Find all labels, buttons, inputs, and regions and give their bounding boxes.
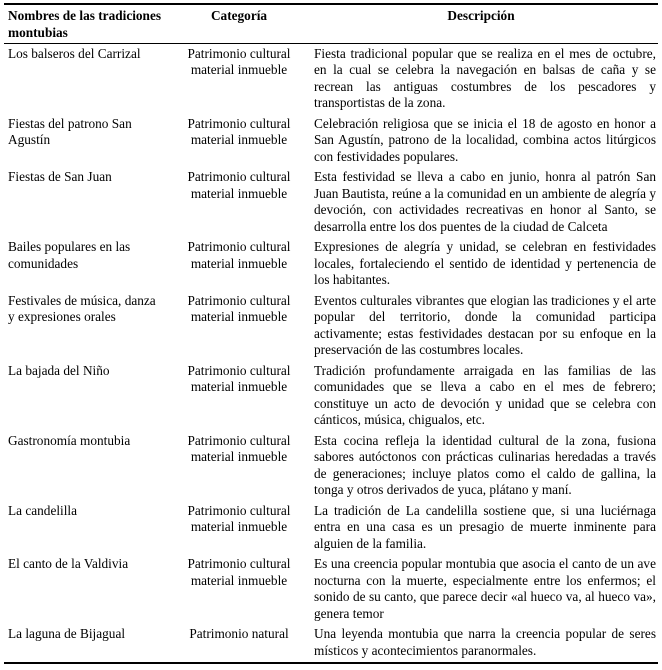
description-cell: Celebración religiosa que se inicia el 18 de agosto en honor a San Agustín, patrono de la localidad, combina actos litúrgicos con festividades populares.	[314, 115, 656, 164]
tradition-name-cell: La bajada del Niño	[8, 362, 110, 378]
description-cell: Expresiones de alegría y unidad, se celebran en festividades locales, fortaleciendo el sentido de identidad y pertenencia de los habitantes.	[314, 239, 656, 287]
description-cell: La tradición de La candelilla sostiene que, si una luciérnaga entra en una casa es un presagio de muerte inminente para alguien de la familia.	[314, 502, 656, 551]
description-cell: Es una creencia popular montubia que asocia el canto de un ave nocturna con la muerte, especialmente entre los enfermos; el sonido de su canto, que parece decir «al hueco va, al hueco va», genera temor	[314, 556, 656, 621]
category-cell: Patrimonio cultural material inmueble	[187, 45, 291, 77]
tradition-name-cell: Festivales de música, danza y expresiones orales	[8, 292, 156, 324]
traditions-table	[4, 3, 658, 664]
column-header-descripcion: Descripción	[304, 4, 658, 44]
column-header-categoria: Categoría	[174, 4, 304, 44]
tradition-name-cell: Gastronomía montubia	[8, 432, 131, 448]
category-cell: Patrimonio cultural material inmueble	[187, 362, 291, 394]
category-cell: Patrimonio cultural material inmueble	[187, 556, 291, 588]
tradition-name-cell: La candelilla	[8, 502, 78, 518]
category-cell: Patrimonio cultural material inmueble	[187, 432, 291, 464]
description-cell: Esta cocina refleja la identidad cultural de la zona, fusiona sabores autóctonos con prácticas culinarias heredadas a través de generaciones; incluye platos como el caldo de gallina, la tonga y otros derivados de yuca, plátano y maní.	[314, 432, 656, 497]
description-cell: Fiesta tradicional popular que se realiza en el mes de octubre, en la cual se celebra la navegación en balsas de caña y se recrean las antiguas costumbres de los pescadores y transportistas de la zona.	[314, 45, 656, 110]
category-cell: Patrimonio cultural material inmueble	[187, 169, 291, 201]
header-row	[4, 4, 658, 44]
column-header-nombres: Nombres de las tradiciones montubias	[4, 4, 174, 44]
description-cell: Tradición profundamente arraigada en las familias de las comunidades que se lleva a cabo en el mes de febrero; constituye un acto de devoción y unidad que se celebra con cánticos, música, chigualos, etc.	[314, 362, 656, 427]
table-row	[4, 625, 658, 663]
table-row	[4, 238, 658, 292]
tradition-name-cell: La laguna de Bijagual	[8, 626, 126, 641]
category-cell: Patrimonio cultural material inmueble	[187, 115, 291, 147]
tradition-name-cell: El canto de la Valdivia	[8, 556, 129, 571]
table-header	[4, 4, 658, 44]
tradition-name-cell: Fiestas de San Juan	[8, 169, 112, 184]
table-row	[4, 291, 658, 361]
table-row	[4, 44, 658, 115]
description-cell: Esta festividad se lleva a cabo en junio, honra al patrón San Juan Bautista, reúne a la comunidad en un ambiente de alegría y devoción, con actividades recreativas en honor al Santo, se desarrolla entre los dos puentes de la ciudad de Calceta	[314, 169, 656, 234]
category-cell: Patrimonio natural	[189, 626, 289, 641]
category-cell: Patrimonio cultural material inmueble	[187, 239, 291, 271]
tradition-name-cell: Los balseros del Carrizal	[8, 45, 141, 61]
table-row	[4, 555, 658, 625]
tradition-name-cell: Fiestas del patrono San Agustín	[8, 115, 132, 147]
table-row	[4, 361, 658, 431]
tradition-name-cell: Bailes populares en las comunidades	[8, 239, 131, 271]
table-row	[4, 501, 658, 555]
category-cell: Patrimonio cultural material inmueble	[187, 502, 291, 534]
description-cell: Eventos culturales vibrantes que elogian las tradiciones y el arte popular del territorio, donde la comunidad participa activamente; estas festividades destacan por su enfoque en la preservación de las costumbres locales.	[314, 292, 656, 357]
table-row	[4, 168, 658, 238]
description-cell: Una leyenda montubia que narra la creencia popular de seres místicos y acontecimientos paranormales.	[314, 626, 656, 658]
table-body	[4, 44, 658, 663]
category-cell: Patrimonio cultural material inmueble	[187, 292, 291, 324]
table-row	[4, 431, 658, 501]
table-row	[4, 114, 658, 168]
